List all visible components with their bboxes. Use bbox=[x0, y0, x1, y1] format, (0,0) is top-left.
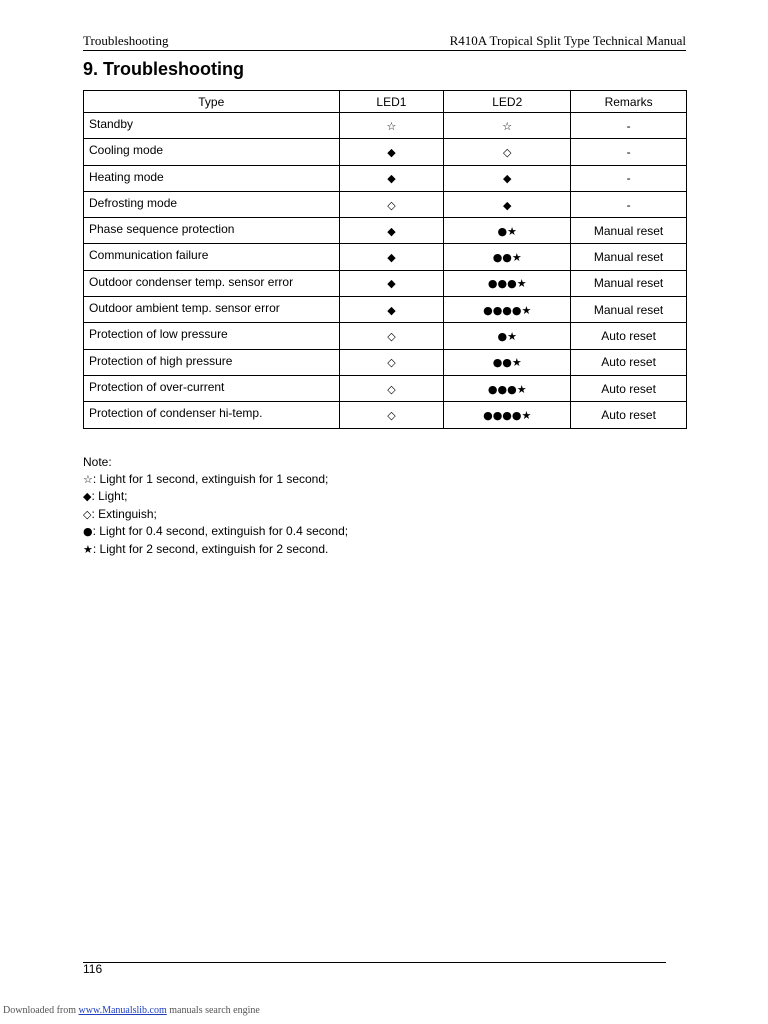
cell-remarks: Manual reset bbox=[571, 270, 687, 296]
cell-type: Protection of high pressure bbox=[84, 349, 340, 375]
troubleshooting-table bbox=[83, 90, 687, 429]
note-item bbox=[83, 471, 348, 489]
led-pattern-symbols: ●●★ bbox=[492, 251, 522, 265]
table-body bbox=[84, 113, 687, 429]
cell-led1 bbox=[339, 244, 444, 270]
cell-remarks: Auto reset bbox=[571, 323, 687, 349]
cell-type: Outdoor condenser temp. sensor error bbox=[84, 270, 340, 296]
cell-led2 bbox=[444, 139, 571, 165]
led-pattern-symbols: ◆ bbox=[387, 303, 396, 317]
led-pattern-symbols: ●●●★ bbox=[487, 277, 527, 291]
cell-led2 bbox=[444, 270, 571, 296]
led-pattern-symbols: ☆ bbox=[386, 119, 397, 133]
footer-rule bbox=[83, 962, 666, 963]
led-pattern-symbols: ●●●●★ bbox=[483, 408, 532, 422]
cell-led2 bbox=[444, 218, 571, 244]
note-item bbox=[83, 541, 348, 559]
note-text: : Light for 0.4 second, extinguish for 0.4 second; bbox=[92, 524, 349, 539]
page-number: 116 bbox=[83, 962, 103, 976]
column-header-remarks: Remarks bbox=[571, 91, 687, 113]
table-row bbox=[84, 218, 687, 244]
download-prefix: Downloaded from bbox=[3, 1005, 79, 1016]
cell-led1 bbox=[339, 349, 444, 375]
cell-led1 bbox=[339, 139, 444, 165]
cell-remarks: Auto reset bbox=[571, 349, 687, 375]
note-text: : Light; bbox=[91, 489, 128, 504]
led-pattern-symbols: ◆ bbox=[387, 224, 396, 238]
table-row bbox=[84, 402, 687, 428]
cell-remarks: Manual reset bbox=[571, 218, 687, 244]
cell-remarks: Manual reset bbox=[571, 244, 687, 270]
cell-led2 bbox=[444, 323, 571, 349]
led-pattern-symbols: ◇ bbox=[387, 382, 396, 396]
led-pattern-symbols: ●●●●★ bbox=[483, 303, 532, 317]
cell-led2 bbox=[444, 349, 571, 375]
running-header-left: Troubleshooting bbox=[83, 33, 169, 48]
led-pattern-symbols: ●●★ bbox=[492, 356, 522, 370]
cell-led2 bbox=[444, 244, 571, 270]
note-symbol-icon: ● bbox=[83, 525, 93, 539]
cell-led2 bbox=[444, 191, 571, 217]
cell-type: Defrosting mode bbox=[84, 191, 340, 217]
cell-led1 bbox=[339, 113, 444, 139]
led-pattern-symbols: ◆ bbox=[503, 172, 512, 186]
cell-led1 bbox=[339, 270, 444, 296]
led-pattern-symbols: ◇ bbox=[387, 330, 396, 344]
note-block bbox=[83, 454, 348, 559]
cell-type: Standby bbox=[84, 113, 340, 139]
column-header-led1: LED1 bbox=[339, 91, 444, 113]
table-row bbox=[84, 191, 687, 217]
table-row bbox=[84, 375, 687, 401]
cell-type: Communication failure bbox=[84, 244, 340, 270]
cell-led1 bbox=[339, 165, 444, 191]
table-row bbox=[84, 323, 687, 349]
cell-led1 bbox=[339, 402, 444, 428]
cell-type: Cooling mode bbox=[84, 139, 340, 165]
led-pattern-symbols: ◆ bbox=[387, 277, 396, 291]
running-header-right: R410A Tropical Split Type Technical Manual bbox=[449, 33, 686, 48]
table-header-row bbox=[84, 91, 687, 113]
led-pattern-symbols: ◇ bbox=[503, 145, 512, 159]
cell-type: Protection of over-current bbox=[84, 375, 340, 401]
download-note bbox=[3, 1005, 260, 1016]
table-row bbox=[84, 349, 687, 375]
cell-led2 bbox=[444, 165, 571, 191]
cell-led1 bbox=[339, 218, 444, 244]
cell-led1 bbox=[339, 323, 444, 349]
cell-remarks: - bbox=[571, 139, 687, 165]
led-pattern-symbols: ◇ bbox=[387, 198, 396, 212]
cell-remarks: - bbox=[571, 113, 687, 139]
column-header-type: Type bbox=[84, 91, 340, 113]
table-row bbox=[84, 165, 687, 191]
led-pattern-symbols: ●★ bbox=[497, 224, 517, 238]
cell-led2 bbox=[444, 113, 571, 139]
cell-type: Heating mode bbox=[84, 165, 340, 191]
note-item bbox=[83, 506, 348, 524]
cell-type: Phase sequence protection bbox=[84, 218, 340, 244]
note-symbol-icon: ☆ bbox=[83, 472, 93, 486]
cell-led1 bbox=[339, 375, 444, 401]
running-header bbox=[83, 33, 686, 51]
cell-remarks: Auto reset bbox=[571, 402, 687, 428]
note-text: : Light for 2 second, extinguish for 2 second. bbox=[92, 541, 329, 556]
led-pattern-symbols: ◆ bbox=[503, 198, 512, 212]
led-pattern-symbols: ◆ bbox=[387, 172, 396, 186]
note-text: : Extinguish; bbox=[91, 506, 157, 521]
led-pattern-symbols: ◆ bbox=[387, 145, 396, 159]
cell-type: Protection of condenser hi-temp. bbox=[84, 402, 340, 428]
cell-led2 bbox=[444, 375, 571, 401]
led-pattern-symbols: ●★ bbox=[497, 330, 517, 344]
led-pattern-symbols: ●●●★ bbox=[487, 382, 527, 396]
column-header-led2: LED2 bbox=[444, 91, 571, 113]
cell-led1 bbox=[339, 297, 444, 323]
note-items bbox=[83, 471, 348, 559]
note-item bbox=[83, 488, 348, 506]
note-text: : Light for 1 second, extinguish for 1 second; bbox=[92, 471, 329, 486]
note-item bbox=[83, 523, 348, 541]
note-heading: Note: bbox=[83, 455, 112, 469]
cell-type: Outdoor ambient temp. sensor error bbox=[84, 297, 340, 323]
cell-led2 bbox=[444, 297, 571, 323]
cell-remarks: Auto reset bbox=[571, 375, 687, 401]
manualslib-link[interactable]: www.Manualslib.com bbox=[78, 1005, 167, 1016]
table-row bbox=[84, 244, 687, 270]
table-row bbox=[84, 113, 687, 139]
note-symbol-icon: ◆ bbox=[83, 490, 92, 504]
cell-type: Protection of low pressure bbox=[84, 323, 340, 349]
cell-remarks: - bbox=[571, 165, 687, 191]
led-pattern-symbols: ◆ bbox=[387, 251, 396, 265]
cell-remarks: Manual reset bbox=[571, 297, 687, 323]
table-row bbox=[84, 139, 687, 165]
download-suffix: manuals search engine bbox=[166, 1005, 260, 1016]
led-pattern-symbols: ◇ bbox=[387, 408, 396, 422]
cell-led1 bbox=[339, 191, 444, 217]
table-row bbox=[84, 270, 687, 296]
table-row bbox=[84, 297, 687, 323]
section-title: 9. Troubleshooting bbox=[83, 59, 244, 79]
cell-led2 bbox=[444, 402, 571, 428]
cell-remarks: - bbox=[571, 191, 687, 217]
led-pattern-symbols: ☆ bbox=[502, 119, 513, 133]
led-pattern-symbols: ◇ bbox=[387, 356, 396, 370]
note-symbol-icon: ◇ bbox=[83, 507, 92, 521]
note-symbol-icon: ★ bbox=[83, 542, 93, 556]
